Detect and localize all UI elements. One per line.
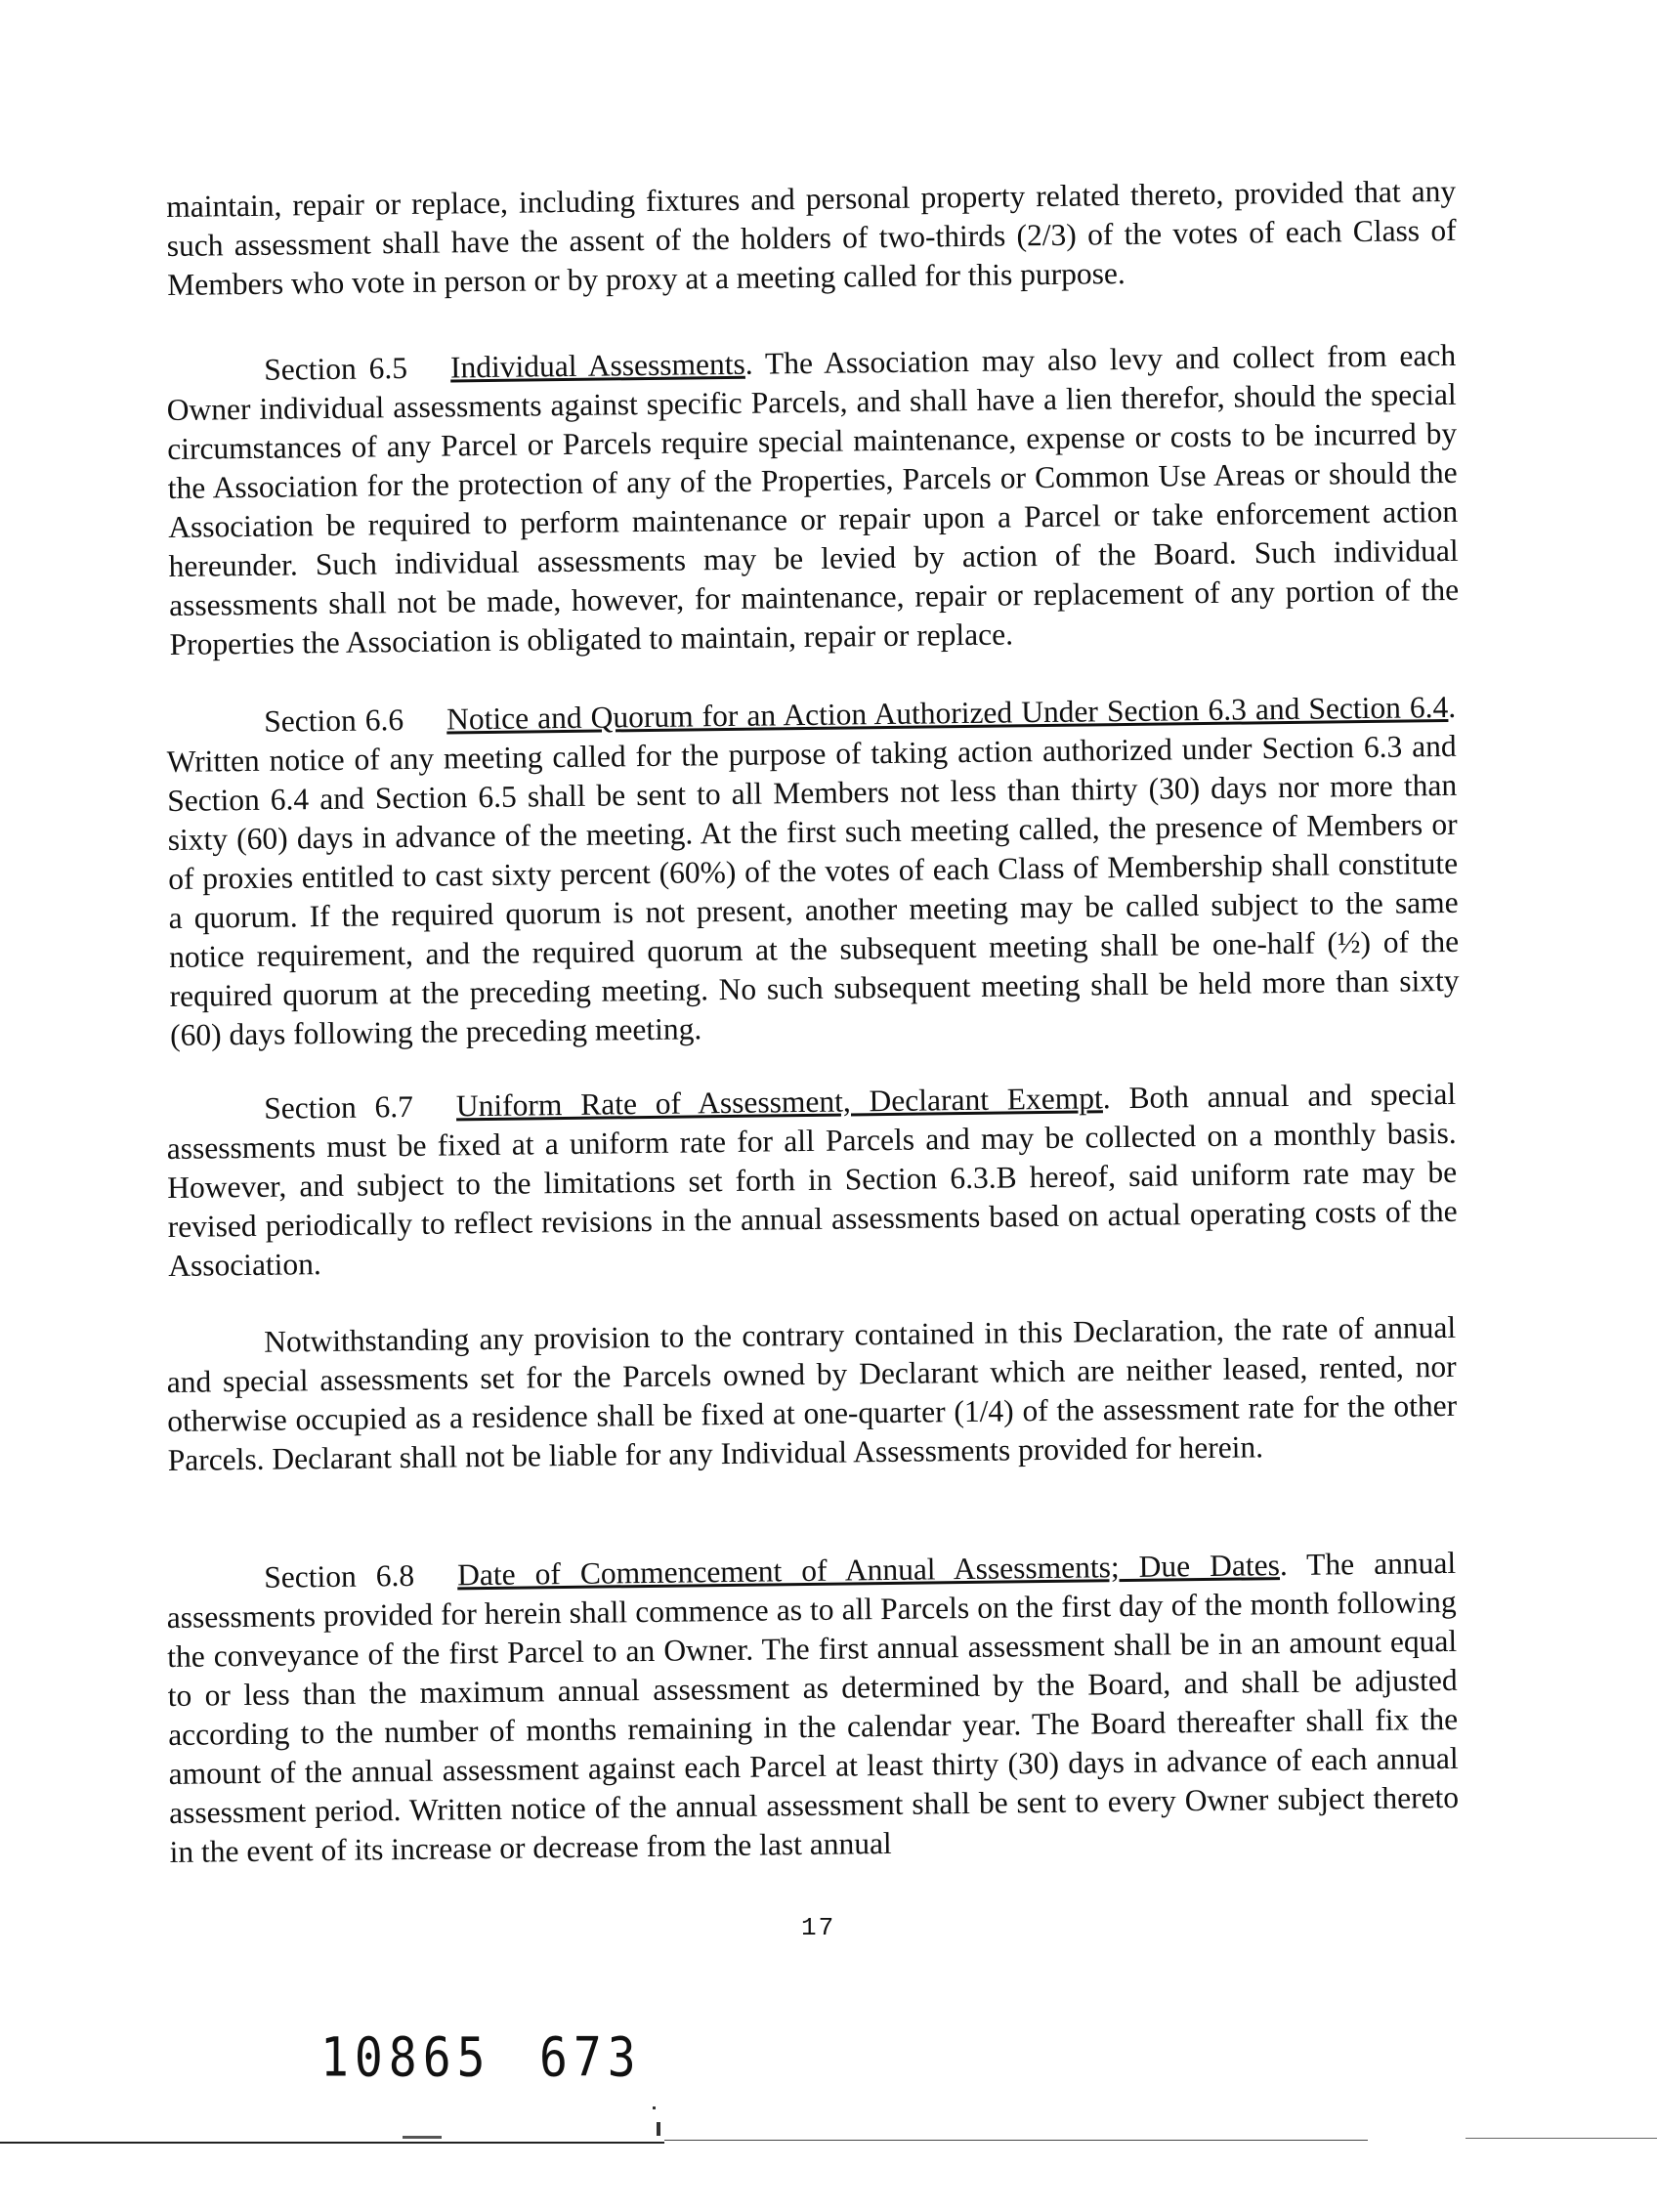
continuation-text: maintain, repair or replace, including fixtures and personal property related thereto, provided that any such assessment shall have the assent of the holders of two-thirds (2/3) of the votes of each Class of Members who vote in person or by proxy at a meeting called for this purpose. [166, 173, 1457, 302]
section-6-5-number: Section 6.5 [264, 350, 408, 387]
continuation-paragraph [166, 172, 1457, 305]
recording-page-number: 673 [539, 2025, 642, 2090]
section-6-8-title: Date of Commencement of Annual Assessments; Due Dates [456, 1548, 1281, 1593]
section-6-8-number: Section 6.8 [264, 1557, 415, 1595]
section-6-6-paragraph [166, 688, 1460, 1055]
section-6-5-body: . The Association may also levy and collect from each Owner individual assessments against specific Parcels, and shall have a lien therefor, should the special circumstances of any Parcel or Parcels require special maintenance, expense or costs to be incurred by the Association for the protection of any of the Properties, Parcels or Common Use Areas or should the Association be required to perform maintenance or repair upon a Parcel or take enforcement action hereunder. Such individual assessments may be levied by action of the Board. Such individual assessments shall not be made, however, for maintenance, repair or replacement of any portion of the Properties the Association is obligated to maintain, repair or replace. [166, 337, 1460, 661]
section-6-7-paragraph [166, 1075, 1458, 1286]
recording-book-number: 10865 [320, 2025, 491, 2090]
section-6-8-body: . The annual assessments provided for herein shall commence as to all Parcels on the first day of the month following the conveyance of the first Parcel to an Owner. The first annual assessment shall be in an amount equal to or less than the maximum annual assessment as determined by the Board, and shall be adjusted according to the number of months remaining in the calendar year. The Board thereafter shall fix the amount of the annual assessment against each Parcel at least thirty (30) days in advance of each annual assessment period. Written notice of the annual assessment shall be sent to every Owner subject thereto in the event of its increase or decrease from the last annual [166, 1545, 1460, 1869]
section-6-5-paragraph [166, 336, 1460, 664]
page-number: 17 [801, 1913, 836, 1942]
section-6-7-body: . Both annual and special assessments must be fixed at a uniform rate for all Parcels and may be collected on a monthly basis. However, and subject to the limitations set forth in Section 6.3.B hereof, said uniform rate may be revised periodically to reflect revisions in the annual assessments based on actual operating costs of the Association. [166, 1076, 1458, 1283]
scan-speck [657, 2122, 660, 2136]
section-6-7-title: Uniform Rate of Assessment, Declarant Exempt [455, 1081, 1103, 1124]
footer-rule-middle [664, 2140, 1368, 2141]
section-6-6-title: Notice and Quorum for an Action Authorized Under Section 6.3 and Section 6.4 [446, 689, 1449, 737]
footer-rule-right [1466, 2138, 1657, 2139]
scan-speck [653, 2106, 656, 2109]
section-6-6-number: Section 6.6 [264, 702, 404, 739]
section-6-8-paragraph [166, 1544, 1460, 1872]
notwithstanding-paragraph [166, 1308, 1458, 1480]
scan-speck [403, 2136, 442, 2139]
section-6-6-body: . Written notice of any meeting called for the purpose of taking action authorized under Section 6.3 and Section 6.4 and Section 6.5 shall be sent to all Members not less than thirty (30) days nor more than sixty (60) days in advance of the meeting. At the first such meeting called, the presence of Members or of proxies entitled to cast sixty percent (60%) of the votes of each Class of Membership shall constitute a quorum. If the required quorum is not present, another meeting may be called subject to the same notice requirement, and the required quorum at the subsequent meeting shall be one-half (½) of the required quorum at the preceding meeting. No such subsequent meeting shall be held more than sixty (60) days following the preceding meeting. [166, 689, 1460, 1052]
section-6-7-number: Section 6.7 [264, 1088, 414, 1126]
section-6-5-title: Individual Assessments [449, 346, 745, 385]
footer-rule-left [0, 2142, 664, 2144]
notwithstanding-text: Notwithstanding any provision to the contrary contained in this Declaration, the rate of annual and special assessments set for the Parcels owned by Declarant which are neither leased, rented, nor otherwise occupied as a residence shall be fixed at one-quarter (1/4) of the assessment rate for the other Parcels. Declarant shall not be liable for any Individual Assessments provided for herein. [166, 1309, 1458, 1477]
